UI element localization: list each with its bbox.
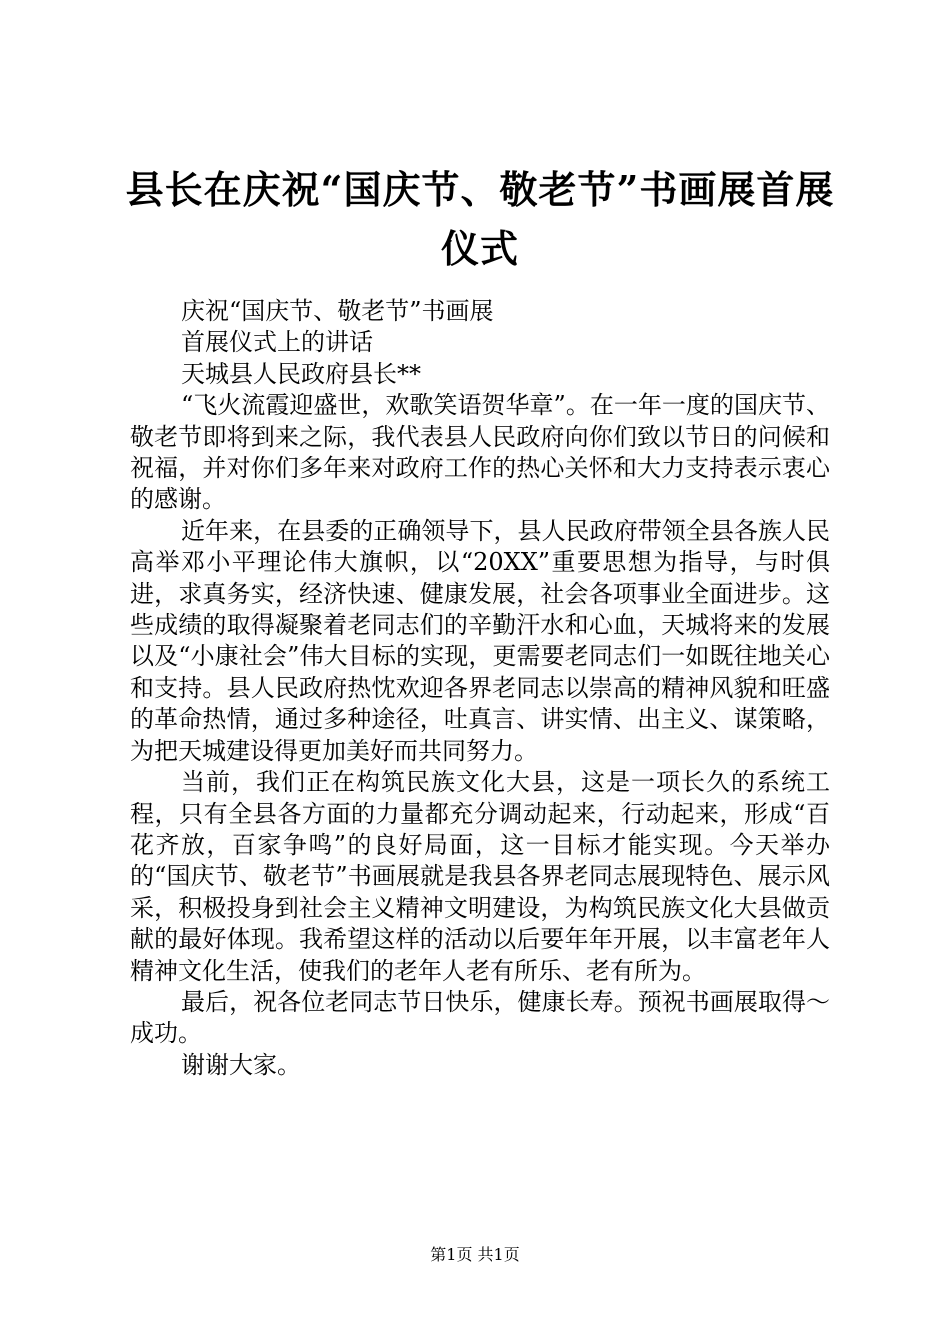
- document-title: 县长在庆祝“国庆节、敬老节”书画展首展仪式: [125, 167, 835, 271]
- paragraph-achievements: 近年来，在县委的正确领导下，县人民政府带领全县各族人民高举邓小平理论伟大旗帜，以“20XX”重要思想为指导，与时俱进，求真务实，经济快速、健康发展，社会各项事业全面进步。这些成绩的取得凝聚着老同志们的辛勤汗水和心血，天城将来的发展以及“小康社会”伟大目标的实现，更需要老同志们一如既往地关心和支持。县人民政府热忱欢迎各界老同志以崇高的精神风貌和旺盛的革命热情，通过多种途径，吐真言、讲实情、出主义、谋策略，为把天城建设得更加美好而共同努力。: [130, 516, 830, 765]
- document-body: [130, 296, 830, 1081]
- paragraph-thanks: 谢谢大家。: [181, 1050, 301, 1079]
- header-line-event: 庆祝“国庆节、敬老节”书画展: [181, 297, 494, 325]
- paragraph-culture: 当前，我们正在构筑民族文化大县，这是一项长久的系统工程，只有全县各方面的力量都充分调动起来，行动起来，形成“百花齐放，百家争鸣”的良好局面，这一目标才能实现。今天举办的“国庆节、敬老节”书画展就是我县各界老同志展现特色、展示风采，积极投身到社会主义精神文明建设，为构筑民族文化大县做贡献的最好体现。我希望这样的活动以后要年年开展，以丰富老年人精神文化生活，使我们的老年人老有所乐、老有所为。: [130, 768, 830, 985]
- paragraph-greeting: “飞火流霞迎盛世，欢歌笑语贺华章”。在一年一度的国庆节、敬老节即将到来之际，我代表县人民政府向你们致以节日的问候和祝福，并对你们多年来对政府工作的热心关怀和大力支持表示衷心的感谢。: [130, 391, 830, 514]
- page-number: 第1页 共1页: [430, 1245, 520, 1264]
- header-line-speech: 首展仪式上的讲话: [181, 328, 373, 357]
- header-line-speaker: 天城县人民政府县长**: [181, 359, 421, 388]
- paragraph-wishes: 最后，祝各位老同志节日快乐，健康长寿。预祝书画展取得～成功。: [130, 987, 830, 1048]
